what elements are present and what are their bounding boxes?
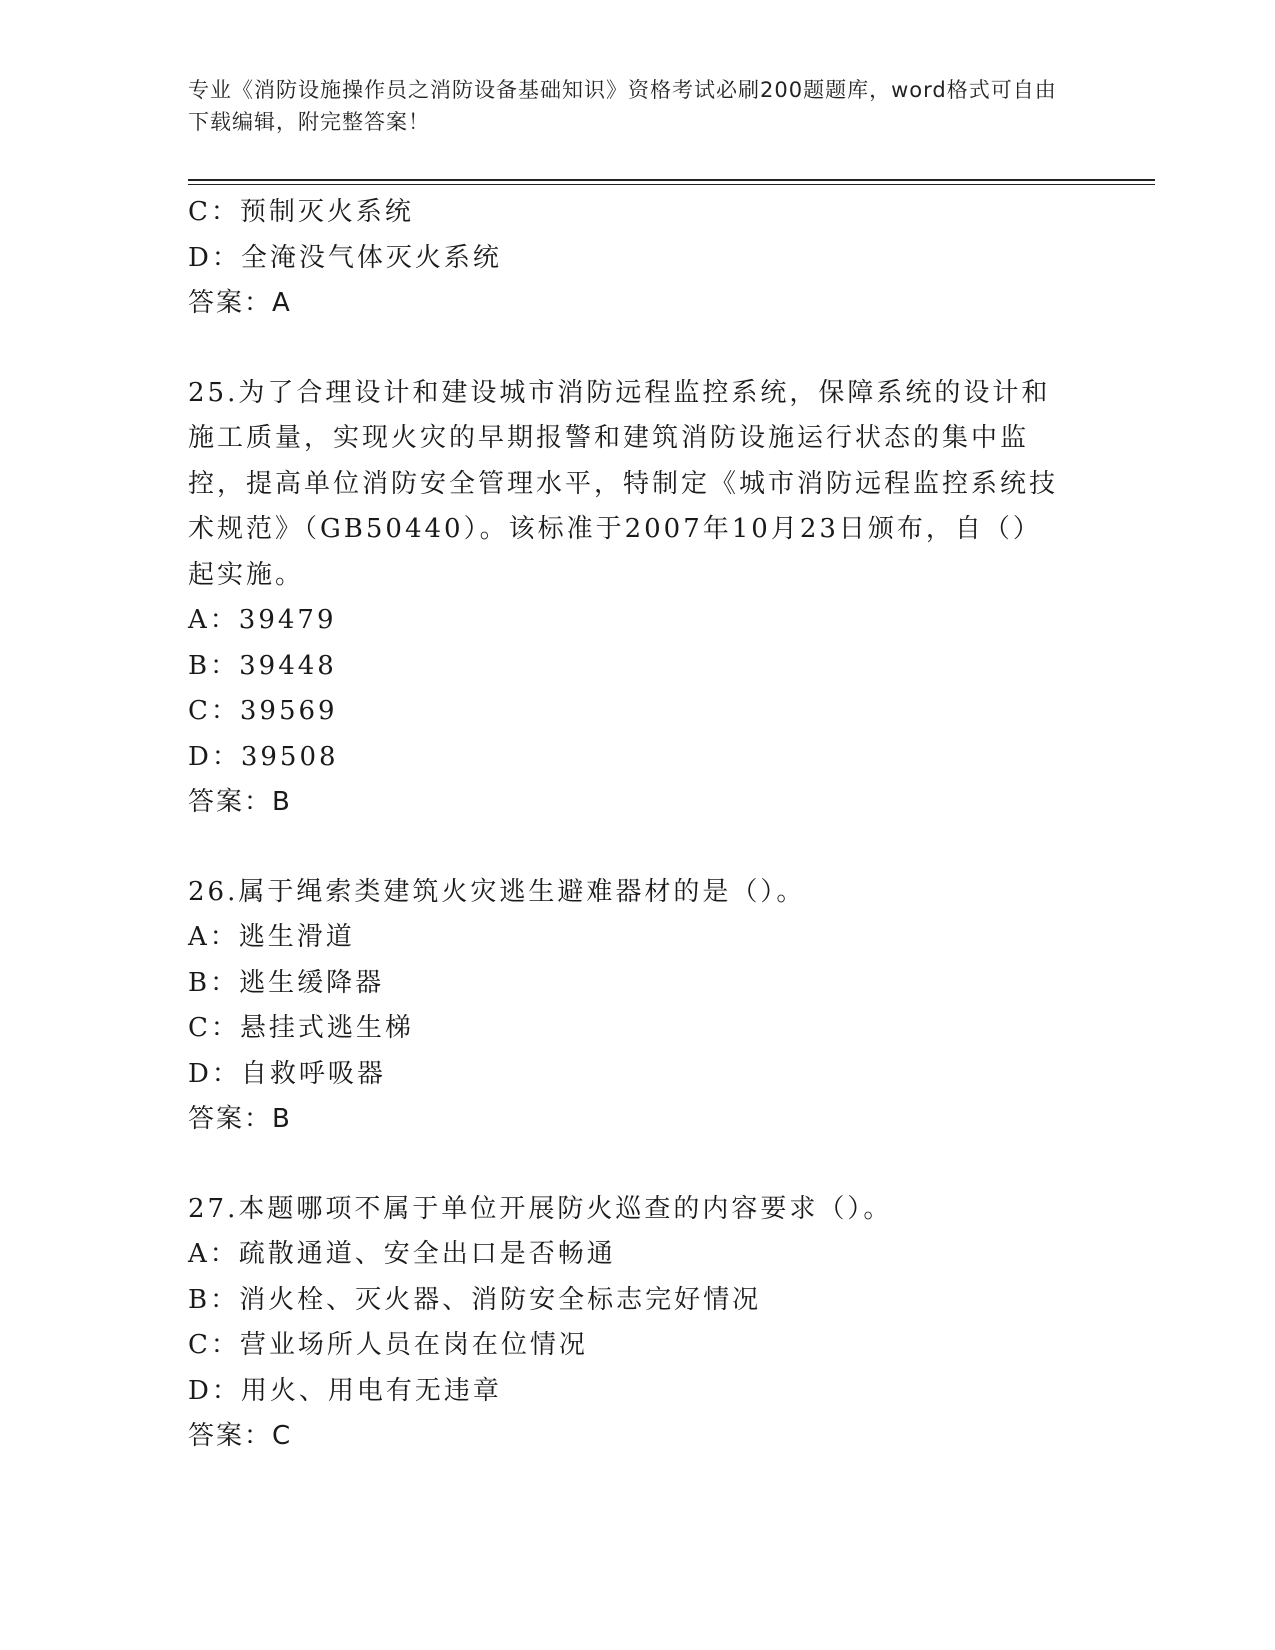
question-content [188,190,1088,1460]
option-b: B：消火栓、灭火器、消防安全标志完好情况 [188,1284,762,1315]
answer-line: 答案：C [188,1421,293,1451]
question-27 [188,1187,1088,1460]
option-d: D：39508 [188,741,339,772]
partial-question [188,190,1088,327]
option-d: D：用火、用电有无违章 [188,1375,502,1406]
option-d: D：全淹没气体灭火系统 [188,242,502,273]
option-c: C：营业场所人员在岗在位情况 [188,1330,588,1360]
answer-line: 答案：B [188,1104,292,1134]
option-b: B：39448 [188,650,337,681]
question-25 [188,371,1088,826]
option-b: B：逃生缓降器 [188,967,385,998]
question-26 [188,870,1088,1143]
question-stem: 26.属于绳索类建筑火灾逃生避难器材的是（）。 [188,876,806,907]
question-stem: 27.本题哪项不属于单位开展防火巡查的内容要求（）。 [188,1193,893,1224]
option-c: C：39569 [188,696,338,726]
option-c: C：悬挂式逃生梯 [188,1013,414,1043]
document-header: 专业《消防设施操作员之消防设备基础知识》资格考试必刷200题题库，word格式可自由下载编辑，附完整答案！ [188,78,1057,134]
header-rule-thick [188,179,1155,181]
option-d: D：自救呼吸器 [188,1058,386,1089]
question-stem: 25.为了合理设计和建设城市消防远程监控系统，保障系统的设计和施工质量，实现火灾的早期报警和建筑消防设施运行状态的集中监控，提高单位消防安全管理水平，特制定《城市消防远程监控系统技术规范》（GB50440）。该标准于2007年10月23日颁布，自（）起实施。 [188,377,1059,590]
option-c: C：预制灭火系统 [188,197,414,227]
option-a: A：39479 [188,605,337,635]
option-a: A：逃生滑道 [188,922,355,952]
option-a: A：疏散通道、安全出口是否畅通 [188,1239,616,1269]
answer-line: 答案：B [188,787,292,817]
answer-line: 答案：A [188,288,292,318]
header-rule-thin [188,184,1155,185]
